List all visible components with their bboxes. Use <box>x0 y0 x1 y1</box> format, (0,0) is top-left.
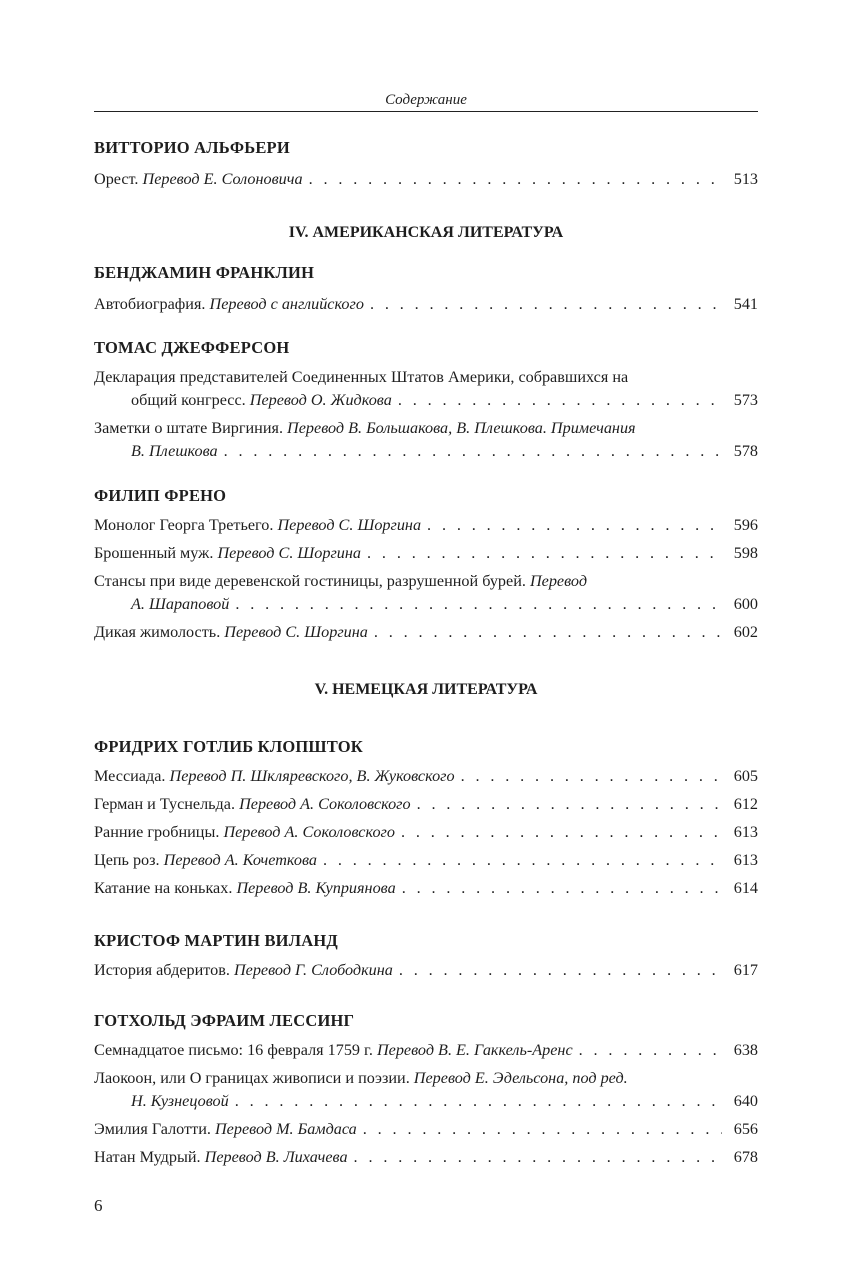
entry-title: Цепь роз. <box>94 851 160 869</box>
toc-entry[interactable] <box>94 293 758 316</box>
entry-page: 617 <box>733 961 758 979</box>
leader-dots <box>461 765 722 788</box>
author-block-lessing <box>94 1011 758 1169</box>
toc-entry[interactable] <box>94 877 758 900</box>
leader-dots <box>401 821 722 844</box>
entry-translator: А. Шараповой <box>131 595 230 613</box>
toc-entry[interactable] <box>94 1146 758 1169</box>
author-heading: ГОТХОЛЬД ЭФРАИМ ЛЕССИНГ <box>94 1011 355 1030</box>
leader-dots <box>370 293 722 316</box>
entry-title: Герман и Туснельда. <box>94 795 236 813</box>
leader-dots <box>427 514 722 537</box>
entry-translator-line1: Перевод <box>529 572 588 590</box>
entry-title: Натан Мудрый. <box>94 1148 201 1166</box>
leader-dots <box>402 877 722 900</box>
toc-entry[interactable] <box>94 168 758 191</box>
author-heading: КРИСТОФ МАРТИН ВИЛАНД <box>94 931 338 950</box>
entry-translator: Н. Кузнецовой <box>131 1092 229 1110</box>
toc-entry[interactable] <box>94 793 758 816</box>
entry-page: 613 <box>733 823 758 841</box>
page-number: 6 <box>94 1196 103 1215</box>
section-heading-american <box>94 223 758 243</box>
leader-dots <box>398 389 722 412</box>
entry-translator: Перевод С. Шоргина <box>277 516 422 534</box>
leader-dots <box>417 793 722 816</box>
entry-page: 578 <box>733 442 758 460</box>
section-title: V. НЕМЕЦКАЯ ЛИТЕРАТУРА <box>314 681 538 698</box>
entry-page: 573 <box>733 391 758 409</box>
toc-entry[interactable] <box>94 514 758 537</box>
toc-entry[interactable] <box>94 570 758 616</box>
toc-entry[interactable] <box>94 849 758 872</box>
leader-dots <box>374 621 722 644</box>
toc-entry[interactable] <box>94 417 758 463</box>
page-header <box>94 90 758 112</box>
entry-translator: Перевод Е. Солоновича <box>142 170 303 188</box>
entry-title: Лаокоон, или О границах живописи и поэзии. <box>94 1069 410 1087</box>
entry-title: Заметки о штате Виргиния. <box>94 419 283 437</box>
entry-page: 602 <box>733 623 758 641</box>
entry-page: 605 <box>733 767 758 785</box>
toc-entry[interactable] <box>94 366 758 412</box>
entry-translator: Перевод А. Соколовского <box>223 823 395 841</box>
leader-dots <box>235 1090 722 1113</box>
entry-title: Семнадцатое письмо: 16 февраля 1759 г. <box>94 1041 373 1059</box>
entry-page: 640 <box>733 1092 758 1110</box>
entry-title: Брошенный муж. <box>94 544 214 562</box>
entry-translator-line1: Перевод Е. Эдельсона, под ред. <box>413 1069 628 1087</box>
author-heading: ТОМАС ДЖЕФФЕРСОН <box>94 338 290 357</box>
entry-translator-line1: Перевод В. Большакова, В. Плешкова. Примечания <box>287 419 636 437</box>
leader-dots <box>235 593 722 616</box>
author-block-freneau <box>94 486 758 644</box>
entry-translator: Перевод В. Куприянова <box>236 879 396 897</box>
author-heading: БЕНДЖАМИН ФРАНКЛИН <box>94 263 315 282</box>
entry-title: Орест. <box>94 170 139 188</box>
toc-entry[interactable] <box>94 1118 758 1141</box>
toc-entry[interactable] <box>94 765 758 788</box>
entry-title: общий конгресс. <box>131 391 246 409</box>
leader-dots <box>323 849 722 872</box>
author-block-wieland <box>94 931 758 982</box>
entry-page: 612 <box>733 795 758 813</box>
entry-translator: Перевод М. Бамдаса <box>214 1120 357 1138</box>
entry-translator: Перевод П. Шкляревского, В. Жуковского <box>169 767 455 785</box>
toc-entry[interactable] <box>94 1067 758 1113</box>
entry-title: Дикая жимолость. <box>94 623 221 641</box>
entry-title: История абдеритов. <box>94 961 230 979</box>
entry-page: 656 <box>733 1120 758 1138</box>
leader-dots <box>309 168 722 191</box>
entry-translator: Перевод С. Шоргина <box>224 623 368 641</box>
author-block-franklin <box>94 263 758 316</box>
entry-page: 596 <box>733 516 758 534</box>
entry-title: Стансы при виде деревенской гостиницы, разрушенной бурей. <box>94 572 526 590</box>
author-heading: ФРИДРИХ ГОТЛИБ КЛОПШТОК <box>94 737 363 756</box>
entry-page: 598 <box>733 544 758 562</box>
running-head: Содержание <box>94 90 758 112</box>
entry-page: 678 <box>733 1148 758 1166</box>
leader-dots <box>399 959 722 982</box>
leader-dots <box>224 440 722 463</box>
entry-title: Эмилия Галотти. <box>94 1120 211 1138</box>
leader-dots <box>367 542 722 565</box>
entry-page: 541 <box>733 295 758 313</box>
entry-title: Мессиада. <box>94 767 166 785</box>
entry-title: Ранние гробницы. <box>94 823 220 841</box>
entry-title-line1: Декларация представителей Соединенных Штатов Америки, собравшихся на <box>94 368 629 386</box>
entry-translator: Перевод В. Е. Гаккель-Аренс <box>376 1041 573 1059</box>
section-heading-german <box>94 680 758 700</box>
entry-title: Катание на коньках. <box>94 879 233 897</box>
entry-translator: Перевод О. Жидкова <box>249 391 392 409</box>
entry-page: 600 <box>733 595 758 613</box>
entry-translator: Перевод С. Шоргина <box>217 544 362 562</box>
entry-page: 614 <box>733 879 758 897</box>
entry-translator: Перевод А. Соколовского <box>239 795 411 813</box>
author-block-klopstock <box>94 737 758 900</box>
toc-entry[interactable] <box>94 542 758 565</box>
entry-translator: Перевод А. Кочеткова <box>163 851 317 869</box>
toc-entry[interactable] <box>94 1039 758 1062</box>
entry-title: Монолог Георга Третьего. <box>94 516 274 534</box>
author-block-jefferson <box>94 338 758 463</box>
leader-dots <box>579 1039 722 1062</box>
entry-translator: Перевод В. Лихачева <box>204 1148 348 1166</box>
leader-dots <box>354 1146 722 1169</box>
author-heading: ФИЛИП ФРЕНО <box>94 486 227 505</box>
leader-dots <box>363 1118 722 1141</box>
entry-title: Автобиография. <box>94 295 206 313</box>
section-title: IV. АМЕРИКАНСКАЯ ЛИТЕРАТУРА <box>288 224 564 241</box>
entry-translator: Перевод Г. Слободкина <box>233 961 393 979</box>
entry-page: 638 <box>733 1041 758 1059</box>
entry-page: 513 <box>733 170 758 188</box>
toc-entry[interactable] <box>94 959 758 982</box>
author-block-alfieri <box>94 138 758 191</box>
entry-translator: Перевод с английского <box>209 295 364 313</box>
entry-page: 613 <box>733 851 758 869</box>
entry-translator: В. Плешкова <box>131 442 218 460</box>
toc-entry[interactable] <box>94 821 758 844</box>
author-heading: ВИТТОРИО АЛЬФЬЕРИ <box>94 138 290 157</box>
toc-entry[interactable] <box>94 621 758 644</box>
